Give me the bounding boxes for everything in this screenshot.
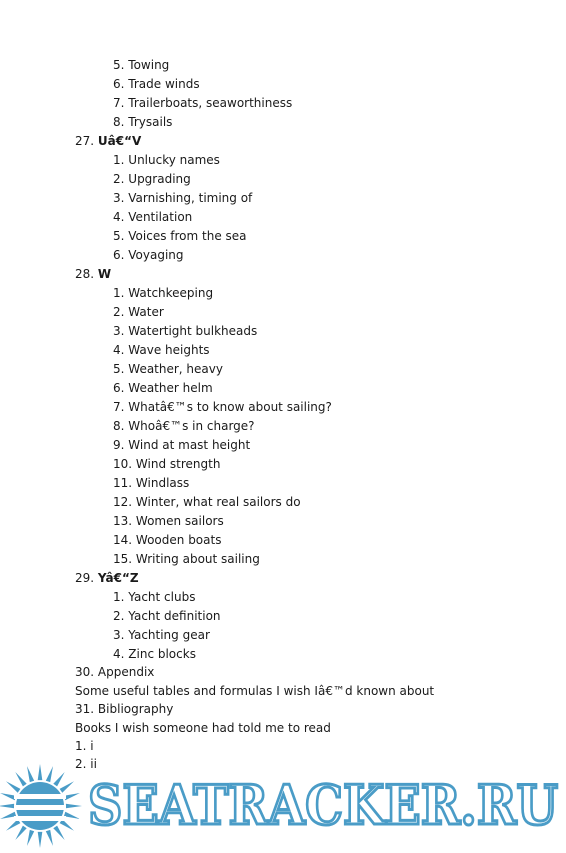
list-item	[113, 475, 189, 491]
item-text: W	[97, 267, 112, 281]
item-text: Appendix	[97, 665, 155, 680]
item-text: Trade winds	[128, 77, 200, 91]
list-item	[113, 190, 252, 206]
item-text: ii	[90, 757, 97, 772]
list-item	[113, 456, 220, 472]
item-text: Whatâ€™s to know about sailing?	[128, 400, 332, 414]
list-item	[113, 342, 210, 358]
list-item	[113, 57, 169, 73]
item-text: Weather, heavy	[128, 362, 223, 376]
item-number: 6.	[113, 77, 125, 91]
item-text: Towing	[128, 58, 170, 72]
section-heading	[75, 664, 154, 680]
item-number: 5.	[113, 362, 125, 376]
item-number: 12.	[113, 495, 133, 509]
item-number: 2.	[75, 757, 87, 772]
watermark-text: SEATRACKER.RU	[88, 773, 558, 837]
item-text: Wave heights	[128, 343, 210, 357]
list-item	[113, 247, 184, 263]
item-text: Women sailors	[135, 514, 224, 528]
item-number: 1.	[113, 590, 125, 604]
item-text: Voices from the sea	[128, 229, 247, 243]
section-heading	[75, 738, 94, 754]
list-item	[113, 304, 164, 320]
sun-ray	[53, 772, 64, 786]
sun-ray	[38, 832, 43, 848]
item-number: 10.	[113, 457, 133, 471]
sun-ray	[15, 772, 26, 786]
list-item	[113, 437, 250, 453]
item-number: 1.	[113, 286, 125, 300]
sun-ray	[60, 819, 74, 830]
item-text: Whoâ€™s in charge?	[128, 419, 255, 433]
sun-ray	[6, 819, 20, 830]
list-item	[113, 646, 196, 662]
item-number: 9.	[113, 438, 125, 452]
sun-ray	[6, 781, 20, 792]
watermark-logo	[0, 762, 566, 850]
item-text: Voyaging	[128, 248, 184, 262]
item-text: Unlucky names	[128, 153, 220, 167]
sun-ray	[27, 830, 34, 846]
item-number: 31.	[75, 702, 95, 717]
list-item	[113, 114, 172, 130]
item-number: 7.	[113, 96, 125, 110]
item-number: 15.	[113, 552, 133, 566]
item-text: i	[90, 739, 94, 753]
item-text: Watertight bulkheads	[128, 324, 258, 338]
item-text: Yacht clubs	[128, 590, 196, 604]
item-text: Some useful tables and formulas I wish Iâ€™d known about	[75, 683, 435, 698]
item-text: Weather helm	[128, 381, 213, 395]
item-text: Uâ€“V	[97, 134, 142, 148]
item-number: 8.	[113, 419, 125, 433]
item-number: 13.	[113, 514, 133, 528]
list-item	[113, 152, 220, 168]
sun-ray	[66, 804, 82, 809]
list-item	[113, 323, 257, 339]
section-description	[75, 720, 331, 736]
item-text: Zinc blocks	[128, 647, 196, 661]
list-item	[113, 494, 301, 510]
list-item	[113, 627, 210, 643]
item-number: 27.	[75, 134, 95, 148]
item-number: 7.	[113, 400, 125, 414]
item-text: Upgrading	[128, 172, 191, 186]
list-item	[113, 380, 213, 396]
item-text: Varnishing, timing of	[128, 191, 253, 205]
item-text: Writing about sailing	[135, 552, 260, 566]
item-number: 6.	[113, 381, 125, 395]
item-number: 1.	[75, 739, 87, 753]
item-number: 29.	[75, 571, 95, 585]
list-item	[113, 589, 195, 605]
item-number: 14.	[113, 533, 133, 547]
sun-ray	[15, 826, 26, 840]
item-number: 2.	[113, 305, 125, 319]
item-text: Ventilation	[128, 210, 193, 224]
watermark-svg	[0, 762, 566, 850]
list-item	[113, 171, 191, 187]
item-number: 6.	[113, 248, 125, 262]
list-item	[113, 361, 223, 377]
item-text: Yacht definition	[128, 609, 221, 623]
item-number: 30.	[75, 665, 95, 680]
item-text: Wooden boats	[135, 533, 222, 547]
item-text: Wind at mast height	[128, 438, 251, 452]
list-item	[113, 513, 224, 529]
item-number: 4.	[113, 647, 125, 661]
item-text: Watchkeeping	[128, 286, 214, 300]
list-item	[113, 608, 221, 624]
item-number: 1.	[113, 153, 125, 167]
section-description	[75, 683, 434, 699]
sun-ray	[0, 793, 16, 800]
sun-ray	[46, 830, 53, 846]
list-item	[113, 285, 213, 301]
sun-ray	[60, 781, 74, 792]
item-number: 11.	[113, 476, 133, 490]
item-number: 3.	[113, 628, 125, 642]
item-number: 4.	[113, 343, 125, 357]
section-heading	[75, 266, 111, 282]
item-number: 2.	[113, 609, 125, 623]
item-text: Wind strength	[135, 457, 221, 471]
sun-over-sea-icon	[0, 764, 82, 848]
sun-ray	[0, 812, 16, 819]
item-number: 4.	[113, 210, 125, 224]
sun-ray	[38, 764, 43, 780]
sun-ray	[27, 766, 34, 782]
sun-ray	[0, 804, 14, 809]
section-heading	[75, 570, 139, 586]
list-item	[113, 399, 332, 415]
list-item	[113, 551, 260, 567]
item-text: Books I wish someone had told me to read	[75, 720, 331, 735]
list-item	[113, 418, 255, 434]
item-text: Trysails	[128, 115, 173, 129]
item-text: Bibliography	[97, 702, 174, 717]
item-number: 28.	[75, 267, 95, 281]
item-number: 5.	[113, 58, 125, 72]
sun-ray	[64, 793, 80, 800]
sun-ray	[53, 826, 64, 840]
item-number: 3.	[113, 191, 125, 205]
item-number: 3.	[113, 324, 125, 338]
item-text: Water	[128, 305, 164, 319]
section-heading	[75, 133, 141, 149]
item-text: Windlass	[135, 476, 190, 490]
list-item	[113, 532, 221, 548]
item-text: Winter, what real sailors do	[135, 495, 301, 509]
list-item	[113, 76, 200, 92]
item-text: Trailerboats, seaworthiness	[128, 96, 293, 110]
item-text: Yachting gear	[128, 628, 210, 642]
sun-ray	[64, 812, 80, 819]
item-number: 8.	[113, 115, 125, 129]
item-text: Yâ€“Z	[97, 571, 139, 585]
sun-ray	[46, 766, 53, 782]
section-heading	[75, 701, 173, 717]
item-number: 2.	[113, 172, 125, 186]
list-item	[113, 209, 192, 225]
list-item	[113, 95, 292, 111]
item-number: 5.	[113, 229, 125, 243]
list-item	[113, 228, 247, 244]
